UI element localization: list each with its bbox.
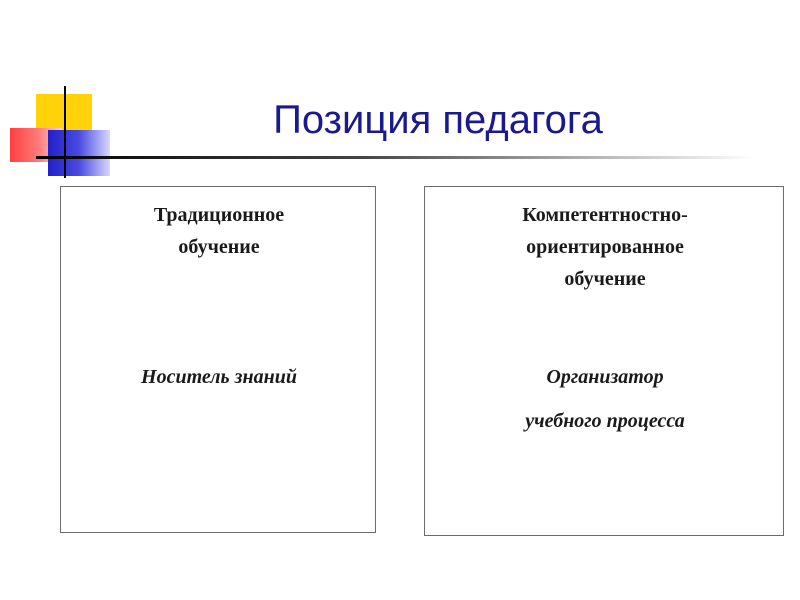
competence-learning-role: Организатор учебного процесса — [525, 366, 685, 432]
slide-title: Позиция педагога — [273, 98, 603, 142]
traditional-learning-heading: Традиционное обучение — [153, 204, 285, 258]
logo-blue-square — [48, 130, 110, 176]
competence-learning-heading: Компетентностно- ориентированное обучение — [522, 204, 688, 290]
logo-vertical-line — [64, 86, 66, 178]
title-underline — [36, 156, 756, 159]
competence-learning-box — [424, 186, 784, 536]
traditional-learning-role: Носитель знаний — [141, 366, 297, 388]
traditional-learning-box — [60, 186, 376, 533]
